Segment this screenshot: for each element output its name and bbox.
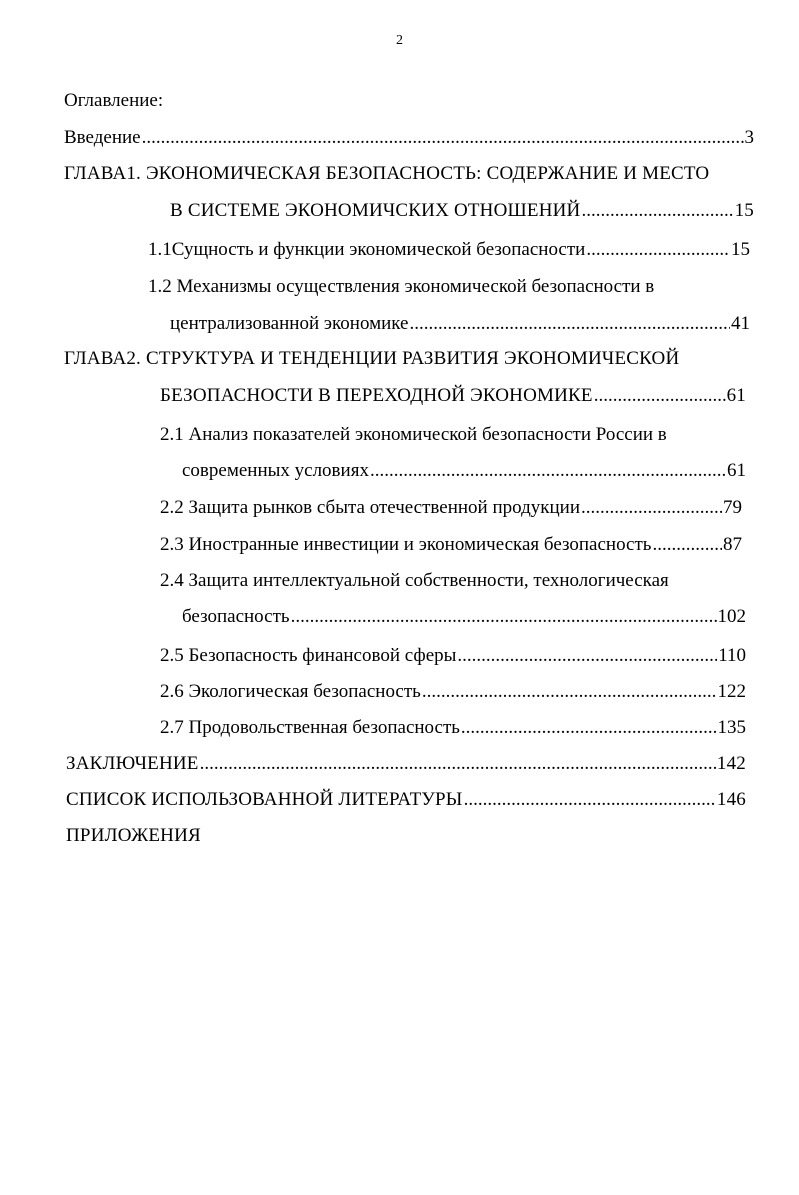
- toc-entry-title: 2.6 Экологическая безопасность: [160, 681, 421, 702]
- toc-2-1-title-line1[interactable]: 2.1 Анализ показателей экономической безопасности России в: [160, 424, 667, 445]
- toc-entry-title: 2.5 Безопасность финансовой сферы: [160, 645, 457, 666]
- toc-entry-2-1[interactable]: [182, 457, 746, 485]
- toc-2-4-title-line1[interactable]: 2.4 Защита интеллектуальной собственности, технологическая: [160, 570, 669, 591]
- dot-leader: [461, 714, 717, 742]
- toc-entry-page: 41: [731, 313, 750, 334]
- dot-leader: [291, 603, 717, 631]
- toc-entry-title: безопасность: [182, 606, 290, 627]
- toc-entry-2-4[interactable]: [182, 603, 746, 631]
- toc-entry-page: 61: [727, 460, 746, 481]
- toc-entry-page: 110: [718, 645, 746, 666]
- toc-entry-2-2[interactable]: [160, 494, 742, 522]
- toc-entry-appendices[interactable]: ПРИЛОЖЕНИЯ: [66, 825, 201, 846]
- toc-entry-title: БЕЗОПАСНОСТИ В ПЕРЕХОДНОЙ ЭКОНОМИКЕ: [160, 385, 593, 406]
- toc-entry-page: 3: [744, 127, 754, 148]
- toc-entry-chapter1[interactable]: [170, 197, 754, 225]
- toc-entry-title: 2.2 Защита рынков сбыта отечественной продукции: [160, 497, 580, 518]
- dot-leader: [370, 457, 726, 485]
- dot-leader: [652, 531, 722, 559]
- toc-entry-title: 2.7 Продовольственная безопасность: [160, 717, 460, 738]
- toc-entry-title: 2.3 Иностранные инвестиции и экономическая безопасность: [160, 534, 652, 555]
- toc-entry-title: Введение: [64, 127, 141, 148]
- dot-leader: [594, 382, 726, 410]
- toc-entry-title: В СИСТЕМЕ ЭКОНОМИЧСКИХ ОТНОШЕНИЙ: [170, 200, 581, 221]
- toc-entry-chapter2[interactable]: [160, 382, 746, 410]
- toc-entry-title: современных условиях: [182, 460, 369, 481]
- toc-entry-page: 87: [723, 534, 742, 555]
- dot-leader: [464, 786, 716, 814]
- toc-entry-page: 61: [726, 385, 746, 406]
- toc-chapter1-title-line1[interactable]: ГЛАВА1. ЭКОНОМИЧЕСКАЯ БЕЗОПАСНОСТЬ: СОДЕРЖАНИЕ И МЕСТО: [64, 163, 710, 184]
- dot-leader: [422, 678, 717, 706]
- toc-entry-page: 142: [716, 753, 746, 774]
- toc-entry-page: 15: [734, 200, 754, 221]
- toc-entry-2-7[interactable]: [160, 714, 746, 742]
- dot-leader: [457, 642, 717, 670]
- toc-entry-1-1[interactable]: [148, 236, 750, 264]
- dot-leader: [581, 197, 733, 225]
- toc-entry-2-6[interactable]: [160, 678, 746, 706]
- toc-entry-page: 135: [717, 717, 746, 738]
- toc-heading: Оглавление:: [64, 90, 164, 111]
- toc-entry-2-3[interactable]: [160, 531, 742, 559]
- toc-entry-intro[interactable]: [64, 124, 754, 152]
- toc-entry-title: централизованной экономике: [170, 313, 409, 334]
- toc-1-2-title-line1[interactable]: 1.2 Механизмы осуществления экономической безопасности в: [148, 276, 655, 297]
- dot-leader: [142, 124, 744, 152]
- toc-entry-2-5[interactable]: [160, 642, 746, 670]
- toc-entry-page: 102: [717, 606, 746, 627]
- toc-entry-bibliography[interactable]: [66, 786, 746, 814]
- toc-entry-page: 146: [716, 789, 746, 810]
- toc-entry-title: 1.1Сущность и функции экономической безопасности: [148, 239, 586, 260]
- dot-leader: [409, 310, 730, 338]
- toc-entry-conclusion[interactable]: [66, 750, 746, 778]
- toc-entry-page: 122: [717, 681, 746, 702]
- toc-entry-title: ЗАКЛЮЧЕНИЕ: [66, 753, 199, 774]
- toc-entry-1-2[interactable]: [170, 310, 750, 338]
- toc-entry-title: СПИСОК ИСПОЛЬЗОВАННОЙ ЛИТЕРАТУРЫ: [66, 789, 463, 810]
- dot-leader: [581, 494, 722, 522]
- dot-leader: [200, 750, 716, 778]
- toc-entry-page: 79: [723, 497, 742, 518]
- toc-entry-page: 15: [731, 239, 750, 260]
- dot-leader: [586, 236, 730, 264]
- page-number: 2: [396, 33, 403, 48]
- toc-chapter2-title-line1[interactable]: ГЛАВА2. СТРУКТУРА И ТЕНДЕНЦИИ РАЗВИТИЯ ЭКОНОМИЧЕСКОЙ: [64, 348, 680, 369]
